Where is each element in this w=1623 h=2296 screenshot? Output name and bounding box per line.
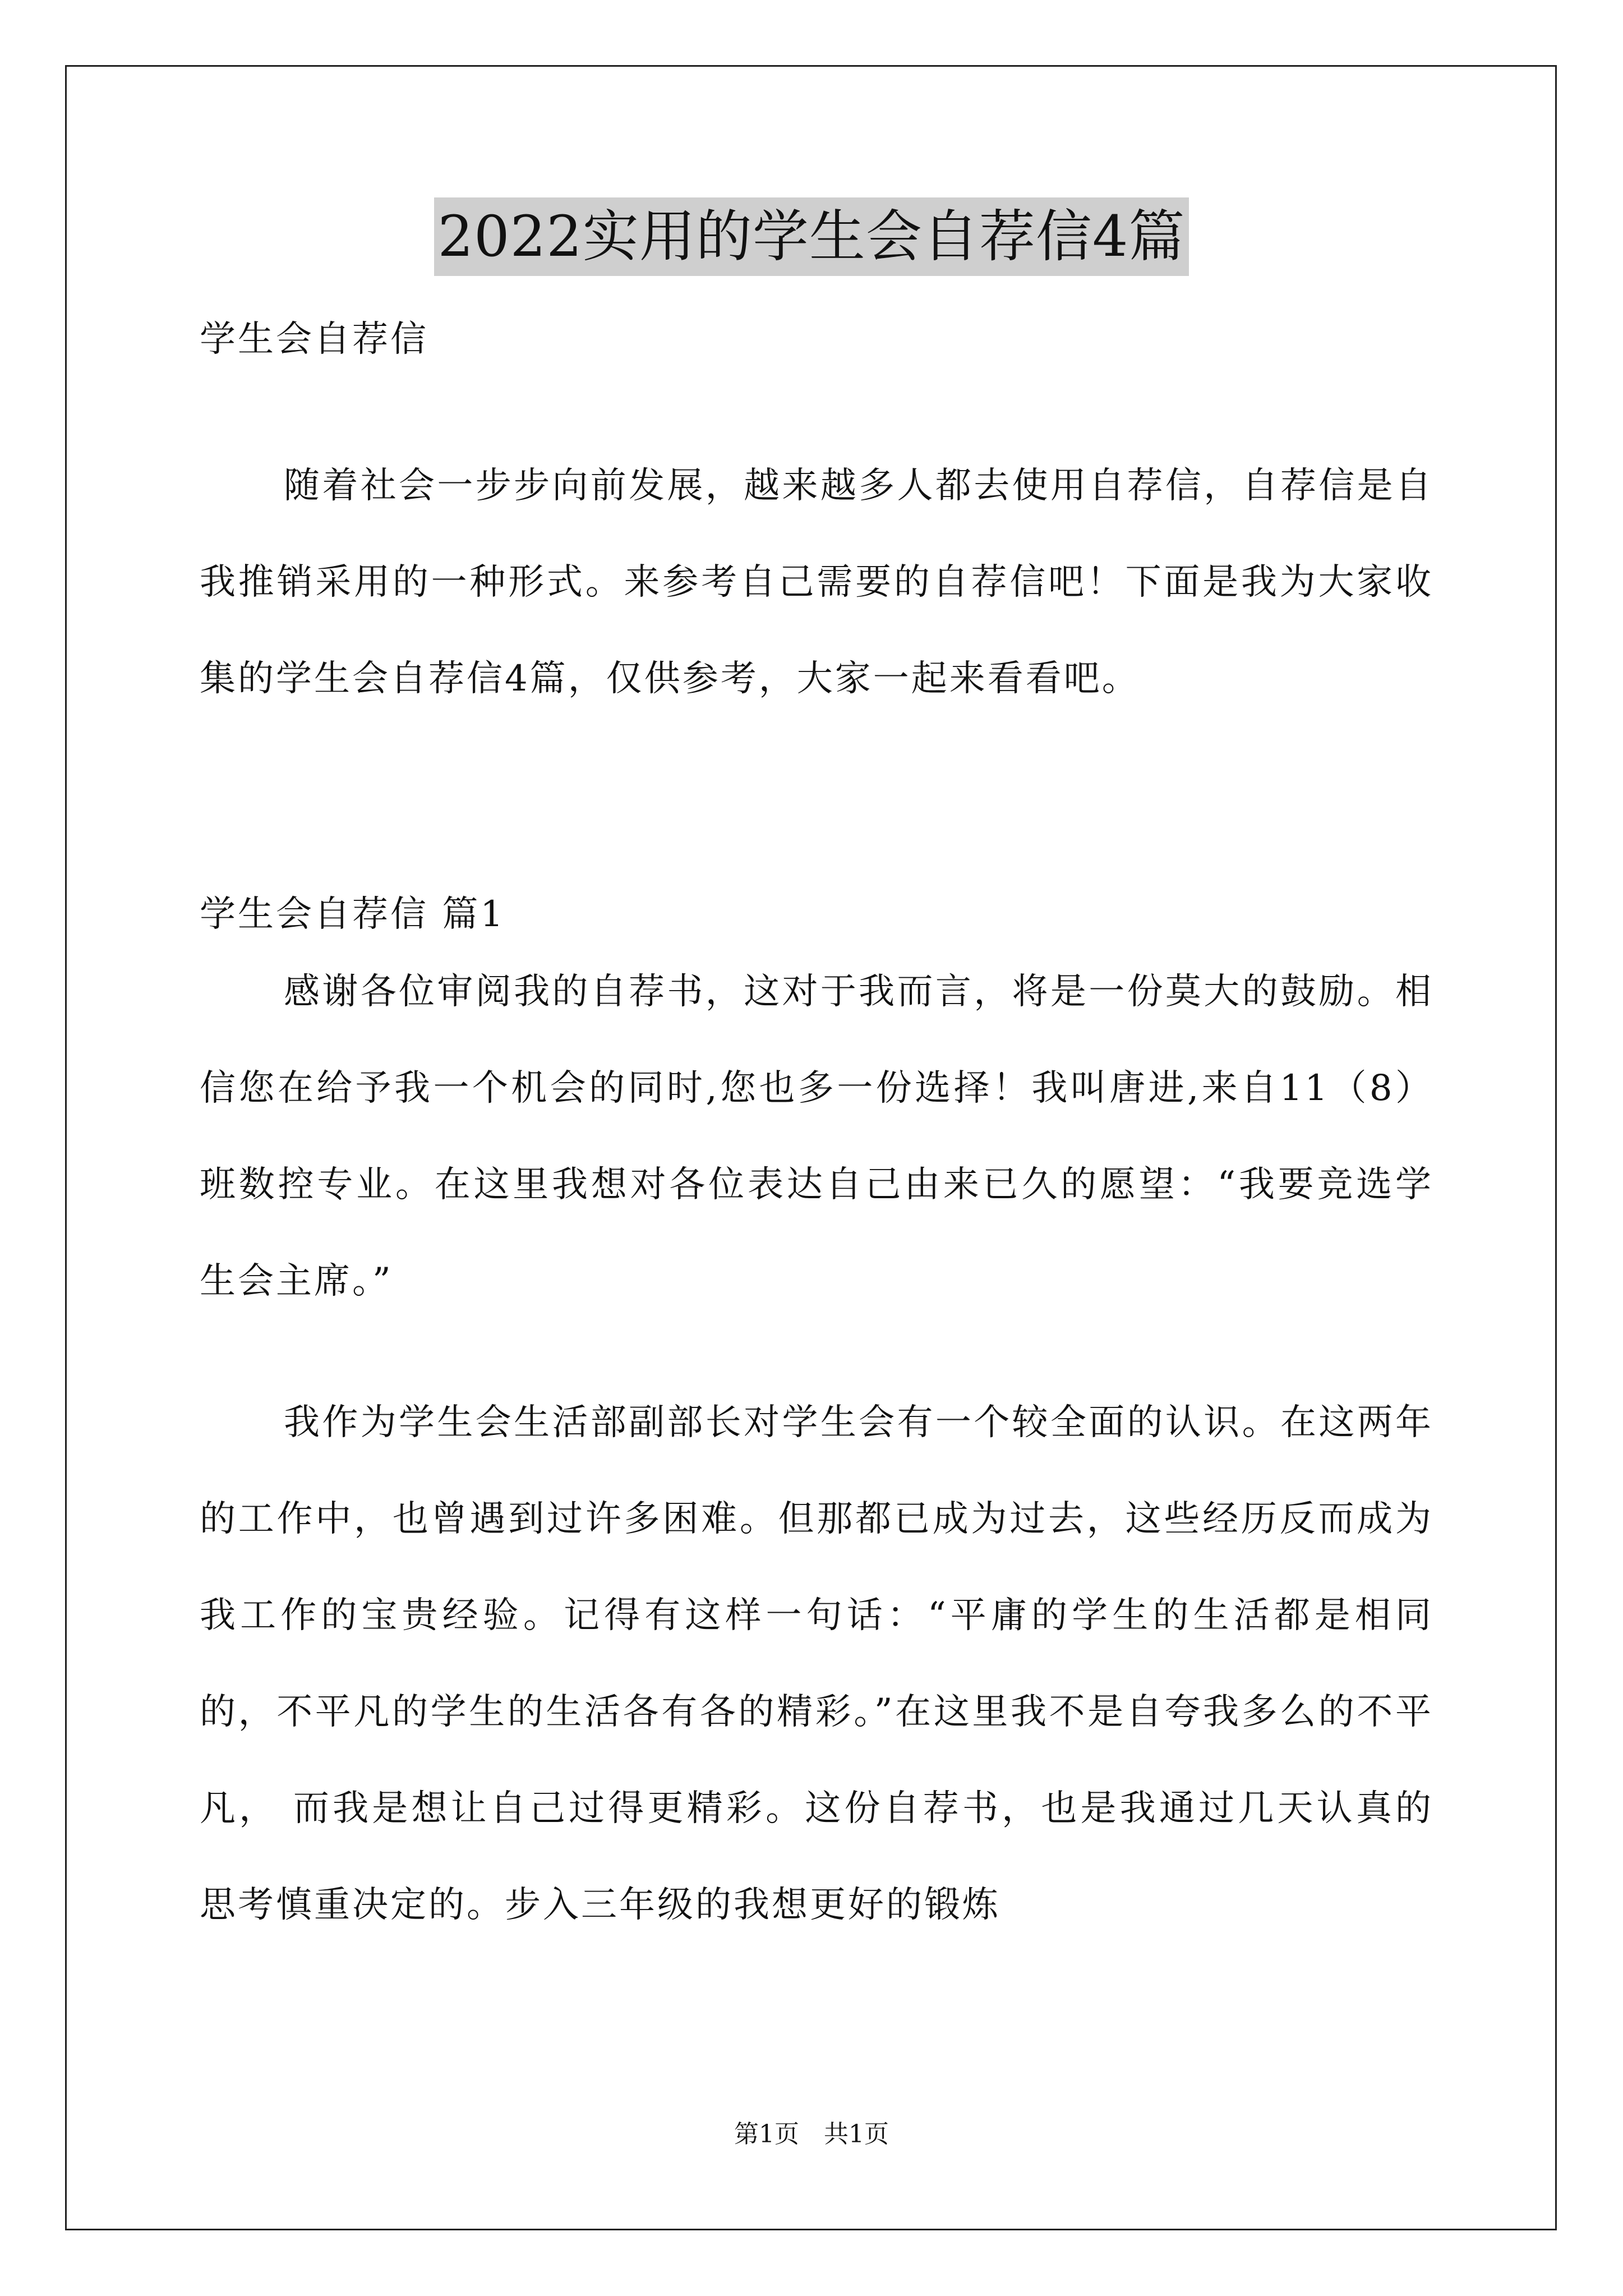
page-footer: 第1页 共1页 xyxy=(734,2120,889,2148)
title-container xyxy=(0,197,1623,276)
intro-heading: 学生会自荐信 xyxy=(200,319,428,360)
document-title: 2022实用的学生会自荐信4篇 xyxy=(434,197,1188,276)
section1-paragraph-2: 我作为学生会生活部副部长对学生会有一个较全面的认识。在这两年的工作中，也曾遇到过许多困难。但那都已成为过去，这些经历反而成为我工作的宝贵经验。记得有这样一句话：“平庸的学生的生活都是相同的，不平凡的学生的生活各有各的精彩。”在这里我不是自夸我多么的不平凡， 而我是想让自己过得更精彩。这份自荐书，也是我通过几天认真的思考慎重决定的。步入三年级的我想更好的锻炼 xyxy=(200,1402,1433,1926)
section1-heading: 学生会自荐信 篇1 xyxy=(200,894,506,935)
section1-paragraph-1: 感谢各位审阅我的自荐书，这对于我而言，将是一份莫大的鼓励。相信您在给予我一个机会的同时,您也多一份选择！我叫唐进,来自11（8）班数控专业。在这里我想对各位表达自己由来已久的愿望：“我要竞选学生会主席。” xyxy=(200,971,1433,1302)
intro-paragraph: 随着社会一步步向前发展，越来越多人都去使用自荐信，自荐信是自我推销采用的一种形式。来参考自己需要的自荐信吧！下面是我为大家收集的学生会自荐信4篇，仅供参考，大家一起来看看吧。 xyxy=(200,465,1433,700)
